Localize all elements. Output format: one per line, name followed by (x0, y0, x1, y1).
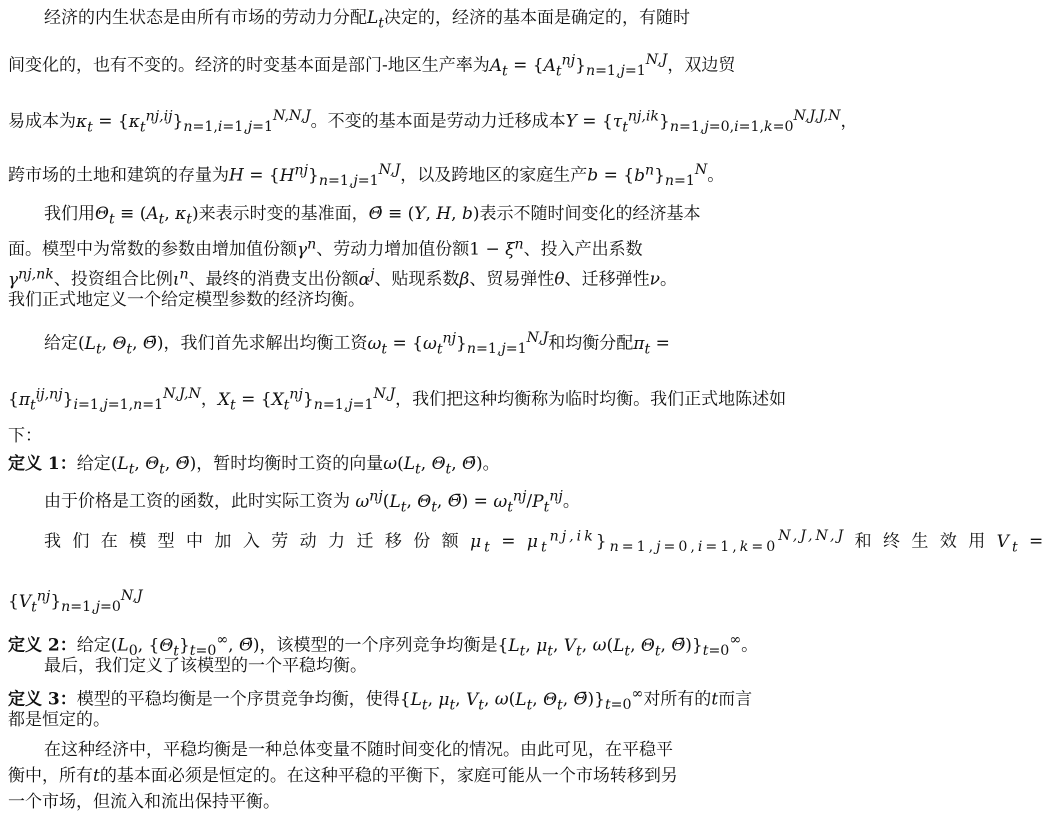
p2-line-4: 我们正式地定义一个给定模型参数的经济均衡。 (8, 290, 365, 310)
p7-line-3: 一个市场，但流入和流出保持平衡。 (8, 792, 280, 812)
definition-2: 定义 2：给定($L_0$, $\{\Theta_t\}_{t=0}^\infty$, Θ̄)，该模型的一个序列竞争均衡是{$L_t$, $\mu_t$, $V_t$, $\omega(L_t$, $\Theta_t$, $\Thetā)\}_{t=0}^\infty$。 (8, 632, 759, 660)
definition-3-line-1: 定义 3：模型的平稳均衡是一个序贯竞争均衡，使得{$L_t$, $\mu_t$, $V_t$, $\omega(L_t$, $\Theta_t$, $\Thetā)\}_{t=0}^\infty$对所有的t而言 (8, 686, 753, 714)
p2-line-2: 面。模型中为常数的参数由增加值份额$\gamma^n$、劳动力增加值份额$1 - \xi^n$、投入产出系数 (8, 236, 643, 260)
p6-line-1: 最后，我们定义了该模型的一个平稳均衡。 (44, 656, 367, 676)
p1-line-1: 经济的内生状态是由所有市场的劳动力分配$L_t$决定的，经济的基本面是确定的，有随时 (44, 8, 690, 32)
p7-line-1: 在这种经济中，平稳均衡是一种总体变量不随时间变化的情况。由此可见，在平稳平 (44, 740, 673, 760)
p3-line-3: 下： (8, 426, 42, 446)
p3-line-2: $\{\pi_t^{ij,nj}\}_{i=1,j=1,n=1}^{N,J,N}$，$X_t = \{X_t^{nj}\}_{n=1,j=1}^{N,J}$，我们把这种均衡称为临时均衡。我们正式地陈述如 (8, 386, 787, 414)
p4-line-1: 由于价格是工资的函数，此时实际工资为 $\omega^{nj}(L_t$, $\Theta_t$, Θ̄) = $\omega_t^{nj}/P_t^{nj}$。 (44, 488, 580, 516)
p5-line-2: $\{V_t^{nj}\}_{n=1,j=0}^{N,J}$ (8, 588, 143, 616)
definition-3-line-2: 都是恒定的。 (8, 710, 110, 730)
p1-line-4: 跨市场的土地和建筑的存量为$H = \{H^{nj}\}_{n=1,j=1}^{N,J}$，以及跨地区的家庭生产$b = \{b^n\}_{n=1}^N$。 (8, 162, 725, 190)
p2-line-3: $\gamma^{nj,nk}$、投资组合比例$\iota^n$、最终的消费支出份额$\alpha^j$、贴现系数β、贸易弹性θ、迁移弹性ν。 (8, 266, 677, 290)
p2-line-1: 我们用$\Theta_t \equiv (A_t$, $\kappa_t$)来表示时变的基准面，Θ̄ ≡ (Υ, H, b)表示不随时间变化的经济基本 (44, 204, 701, 228)
p3-line-1: 给定($L_t$, $\Theta_t$, Θ̄)，我们首先求解出均衡工资$\omega_t = \{\omega_t^{nj}\}_{n=1,j=1}^{N,J}$和均衡分配$\pi_t$ = (44, 330, 670, 358)
definition-1: 定义 1：给定($L_t$, $\Theta_t$, Θ̄)，暂时均衡时工资的向量$\omega(L_t$, $\Theta_t$, Θ̄)。 (8, 454, 500, 478)
p5-line-1: 我 们 在 模 型 中 加 入 劳 动 力 迁 移 份 额 $\mu_t = \mu_t^{nj,ik}\}_{n=1,j=0,i=1,k=0}^{N,J,N,J}$ 和 终 生 效 用 $V_t$ = (44, 528, 1046, 556)
p7-line-2: 衡中，所有t的基本面必须是恒定的。在这种平稳的平衡下，家庭可能从一个市场转移到另 (8, 766, 678, 786)
p1-line-3: 易成本为$\kappa_t = \{\kappa_t^{nj,ij}\}_{n=1,i=1,j=1}^{N,N,J}$。不变的基本面是劳动力迁移成本$\Upsilon = \{\tau_t^{nj,ik}\}_{n=1,j=0,i=1,k=0}^{N,J,J,N}$， (8, 108, 858, 136)
p1-line-2: 间变化的，也有不变的。经济的时变基本面是部门-地区生产率为$A_t = \{A_t^{nj}\}_{n=1,j=1}^{N,J}$，双边贸 (8, 52, 736, 80)
